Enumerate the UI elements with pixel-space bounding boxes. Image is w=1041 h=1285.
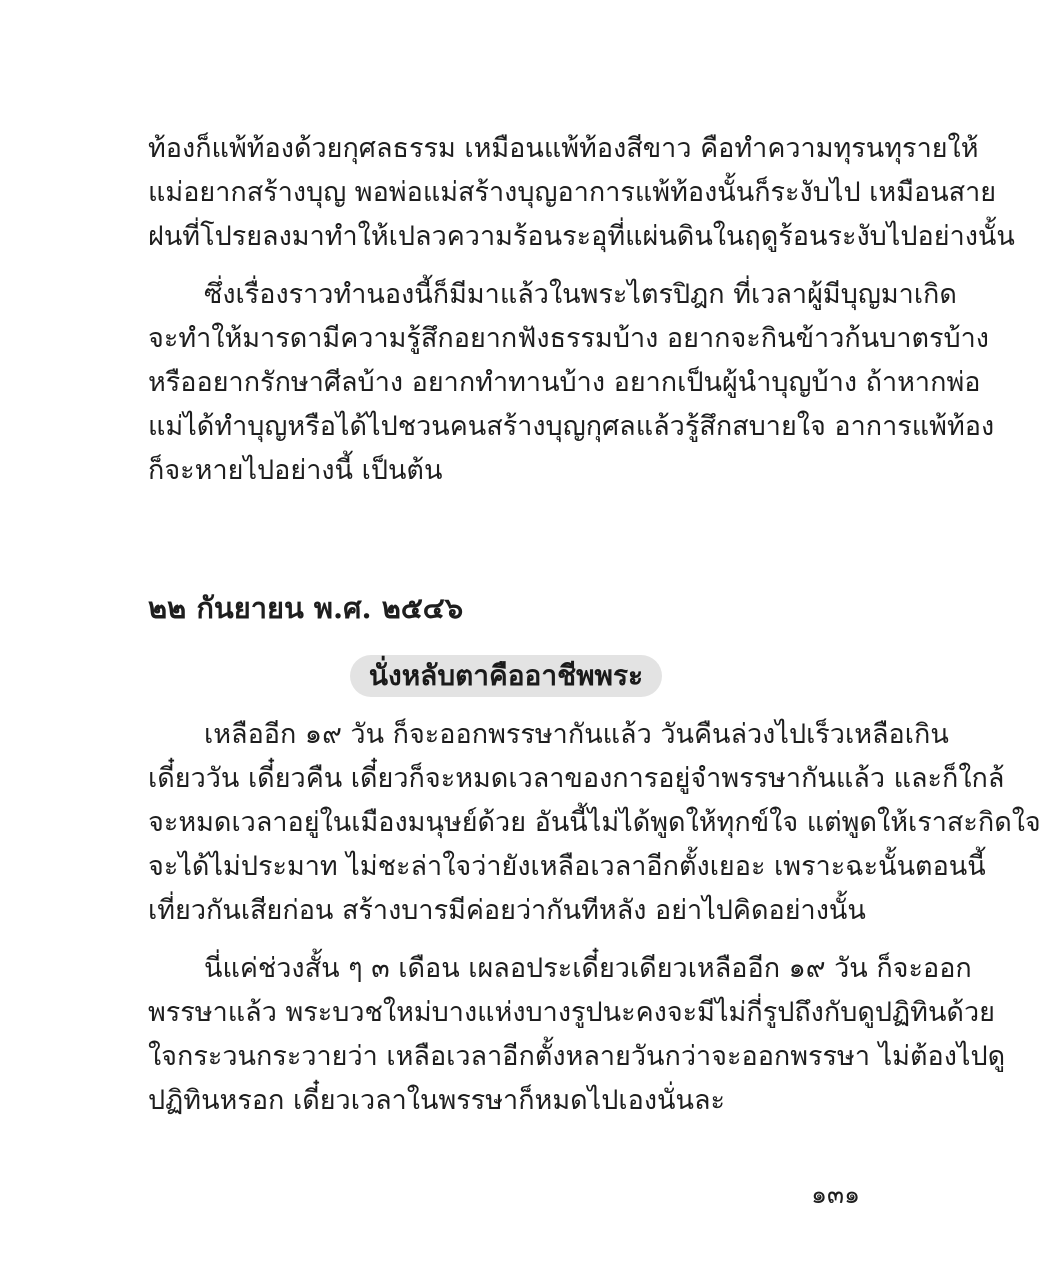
paragraph-2 (148, 273, 995, 493)
paragraph-line: จะได้ไม่ประมาท ไม่ชะล่าใจว่ายังเหลือเวลาอีกตั้งเยอะ เพราะฉะนั้นตอนนี้ (148, 851, 986, 882)
page-number: ๑๓๑ (811, 1180, 860, 1209)
paragraph-1 (148, 127, 1015, 259)
paragraph-line: แม่ได้ทำบุญหรือได้ไปชวนคนสร้างบุญกุศลแล้วรู้สึกสบายใจ อาการแพ้ท้อง (148, 411, 995, 442)
paragraph-line: นี่แค่ช่วงสั้น ๆ ๓ เดือน เผลอประเดี๋ยวเดียวเหลืออีก ๑๙ วัน ก็จะออก (204, 953, 972, 984)
paragraph-line: ฝนที่โปรยลงมาทำให้เปลวความร้อนระอุที่แผ่นดินในฤดูร้อนระงับไปอย่างนั้น (148, 221, 1015, 252)
paragraph-line: เดี๋ยววัน เดี๋ยวคืน เดี๋ยวก็จะหมดเวลาของการอยู่จำพรรษากันแล้ว และก็ใกล้ (148, 763, 1005, 794)
paragraph-line: ซึ่งเรื่องราวทำนองนี้ก็มีมาแล้วในพระไตรปิฎก ที่เวลาผู้มีบุญมาเกิด (204, 279, 957, 310)
paragraph-line: แม่อยากสร้างบุญ พอพ่อแม่สร้างบุญอาการแพ้ท้องนั้นก็ระงับไป เหมือนสาย (148, 177, 997, 208)
date-heading: ๒๒ กันยายน พ.ศ. ๒๕๔๖ (148, 591, 464, 625)
paragraph-line: หรืออยากรักษาศีลบ้าง อยากทำทานบ้าง อยากเป็นผู้นำบุญบ้าง ถ้าหากพ่อ (148, 367, 981, 398)
paragraph-line: ท้องก็แพ้ท้องด้วยกุศลธรรม เหมือนแพ้ท้องสีขาว คือทำความทุรนทุรายให้ (148, 133, 979, 164)
paragraph-line: เที่ยวกันเสียก่อน สร้างบารมีค่อยว่ากันทีหลัง อย่าไปคิดอย่างนั้น (148, 895, 866, 926)
paragraph-line: จะหมดเวลาอยู่ในเมืองมนุษย์ด้วย อันนี้ไม่ได้พูดให้ทุกข์ใจ แต่พูดให้เราสะกิดใจ (148, 807, 1041, 838)
paragraph-4 (148, 947, 1006, 1123)
section-title: นั่งหลับตาคืออาชีพพระ (350, 655, 662, 697)
paragraph-3 (148, 713, 1041, 933)
paragraph-line: จะทำให้มารดามีความรู้สึกอยากฟังธรรมบ้าง อยากจะกินข้าวก้นบาตรบ้าง (148, 323, 989, 354)
paragraph-line: เหลืออีก ๑๙ วัน ก็จะออกพรรษากันแล้ว วันคืนล่วงไปเร็วเหลือเกิน (204, 719, 949, 750)
paragraph-line: ปฏิทินหรอก เดี๋ยวเวลาในพรรษาก็หมดไปเองนั่นละ (148, 1085, 725, 1116)
paragraph-line: พรรษาแล้ว พระบวชใหม่บางแห่งบางรูปนะคงจะมีไม่กี่รูปถึงกับดูปฏิทินด้วย (148, 997, 995, 1028)
paragraph-line: ใจกระวนกระวายว่า เหลือเวลาอีกตั้งหลายวันกว่าจะออกพรรษา ไม่ต้องไปดู (148, 1041, 1006, 1072)
paragraph-line: ก็จะหายไปอย่างนี้ เป็นต้น (148, 455, 443, 486)
